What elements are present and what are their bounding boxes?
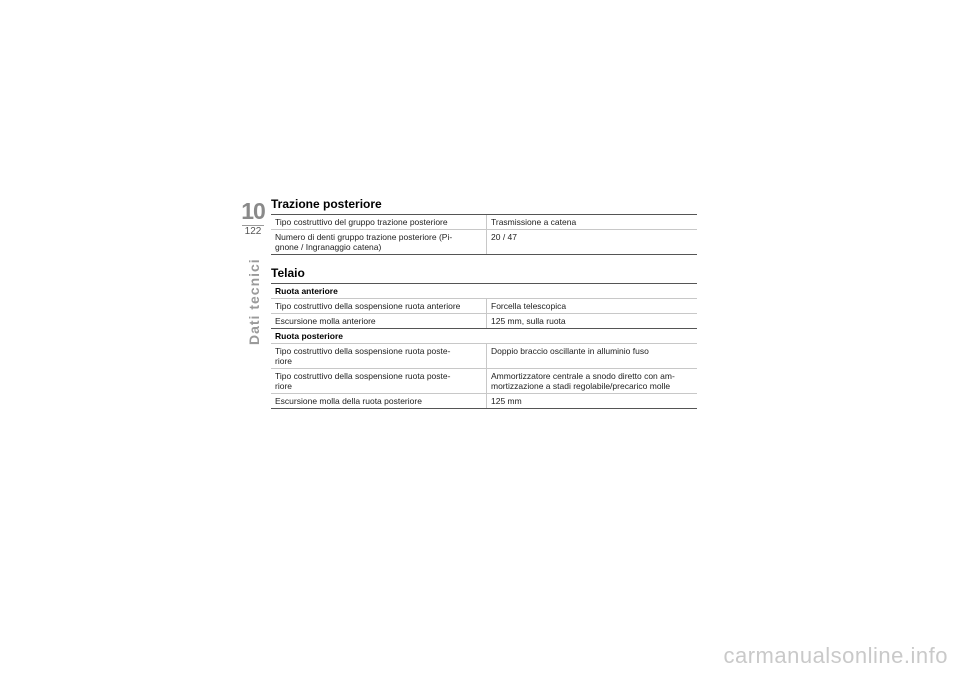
table-subheader xyxy=(271,329,697,344)
spec-key: Tipo costruttivo della sospensione ruota poste- riore xyxy=(271,344,487,369)
spec-value: 125 mm xyxy=(487,394,698,409)
subheader-ruota-anteriore: Ruota anteriore xyxy=(271,284,697,299)
page-number: 122 xyxy=(244,226,262,237)
table-row xyxy=(271,369,697,394)
spec-key: Tipo costruttivo della sospensione ruota anteriore xyxy=(271,299,487,314)
spec-value: Ammortizzatore centrale a snodo diretto con am- mortizzazione a stadi regolabile/precarico molle xyxy=(487,369,698,394)
table-row xyxy=(271,344,697,369)
spec-value: Trasmissione a catena xyxy=(487,215,698,230)
chapter-side-label: Dati tecnici xyxy=(246,258,262,345)
spec-table-trazione xyxy=(271,214,697,255)
table-row xyxy=(271,215,697,230)
subheader-ruota-posteriore: Ruota posteriore xyxy=(271,329,697,344)
spec-key: Tipo costruttivo della sospensione ruota poste- riore xyxy=(271,369,487,394)
spec-key: Escursione molla della ruota posteriore xyxy=(271,394,487,409)
table-row xyxy=(271,299,697,314)
spec-value: Doppio braccio oscillante in alluminio fuso xyxy=(487,344,698,369)
watermark: carmanualsonline.info xyxy=(723,643,948,668)
section-title-telaio: Telaio xyxy=(271,266,305,280)
chapter-number: 10 xyxy=(241,198,265,224)
spec-value: 125 mm, sulla ruota xyxy=(487,314,698,329)
spec-value: 20 / 47 xyxy=(487,230,698,255)
section-title-trazione: Trazione posteriore xyxy=(271,197,382,211)
table-row xyxy=(271,314,697,329)
table-row xyxy=(271,394,697,409)
table-subheader xyxy=(271,284,697,299)
table-row xyxy=(271,230,697,255)
spec-key: Escursione molla anteriore xyxy=(271,314,487,329)
spec-value: Forcella telescopica xyxy=(487,299,698,314)
spec-key: Tipo costruttivo del gruppo trazione posteriore xyxy=(271,215,487,230)
spec-key: Numero di denti gruppo trazione posteriore (Pi- gnone / Ingranaggio catena) xyxy=(271,230,487,255)
spec-table-telaio xyxy=(271,283,697,409)
